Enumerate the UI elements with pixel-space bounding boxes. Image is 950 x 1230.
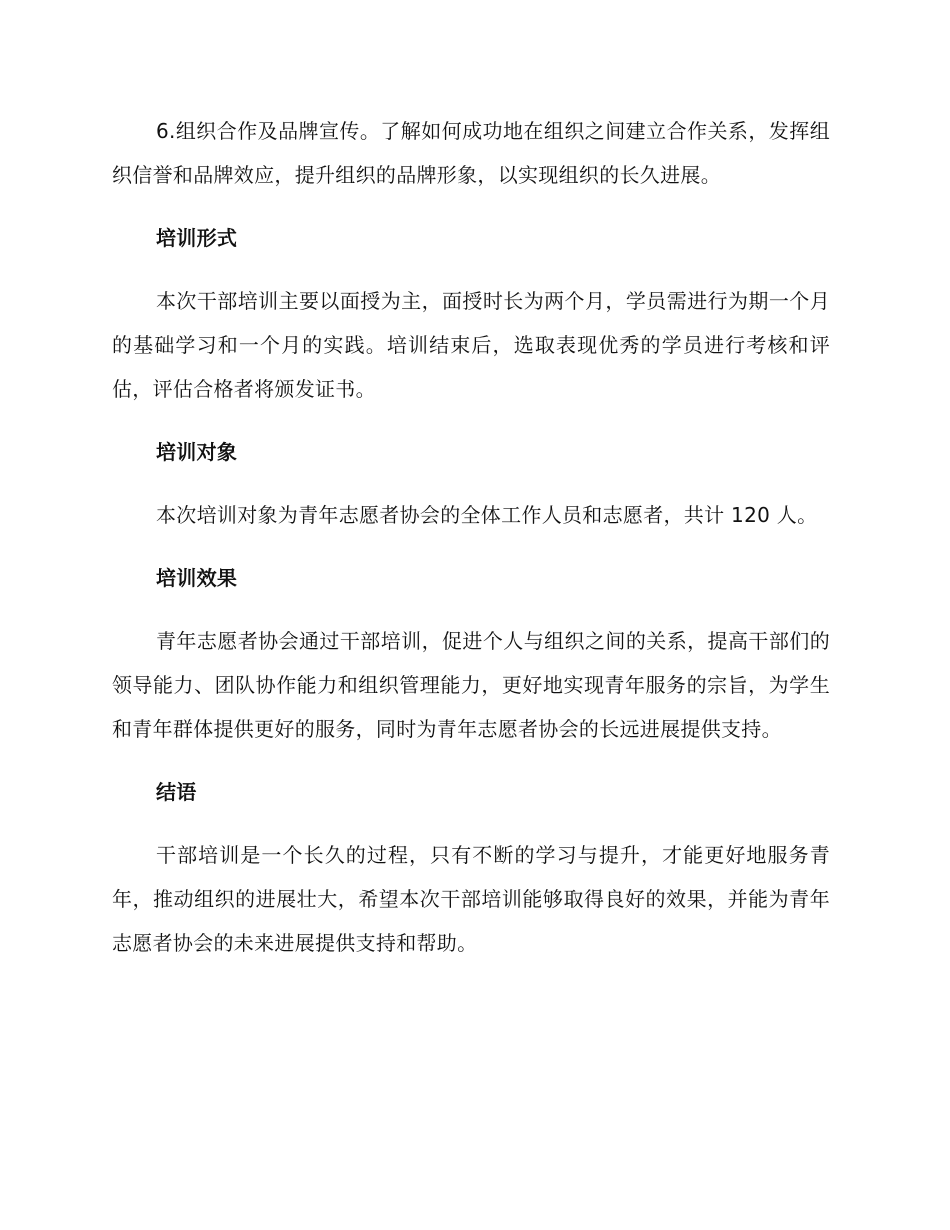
- heading-training-target: 培训对象: [156, 440, 238, 464]
- heading-training-effect: 培训效果: [156, 566, 238, 590]
- paragraph-training-target: 本次培训对象为青年志愿者协会的全体工作人员和志愿者，共计 120 人。: [156, 503, 818, 527]
- document-body: [112, 109, 830, 984]
- paragraph-training-form: 本次干部培训主要以面授为主，面授时长为两个月，学员需进行为期一个月的基础学习和一个月的实践。培训结束后，选取表现优秀的学员进行考核和评估，评估合格者将颁发证书。: [112, 289, 830, 401]
- paragraph-org-cooperation: 6.组织合作及品牌宣传。了解如何成功地在组织之间建立合作关系，发挥组织信誉和品牌效应，提升组织的品牌形象，以实现组织的长久进展。: [112, 119, 830, 187]
- paragraph-training-effect: 青年志愿者协会通过干部培训，促进个人与组织之间的关系，提高干部们的领导能力、团队协作能力和组织管理能力，更好地实现青年服务的宗旨，为学生和青年群体提供更好的服务，同时为青年志愿者协会的长远进展提供支持。: [112, 629, 830, 741]
- heading-conclusion: 结语: [156, 780, 197, 804]
- heading-training-form: 培训形式: [156, 226, 238, 250]
- paragraph-conclusion: 干部培训是一个长久的过程，只有不断的学习与提升，才能更好地服务青年，推动组织的进展壮大，希望本次干部培训能够取得良好的效果，并能为青年志愿者协会的未来进展提供支持和帮助。: [112, 843, 830, 955]
